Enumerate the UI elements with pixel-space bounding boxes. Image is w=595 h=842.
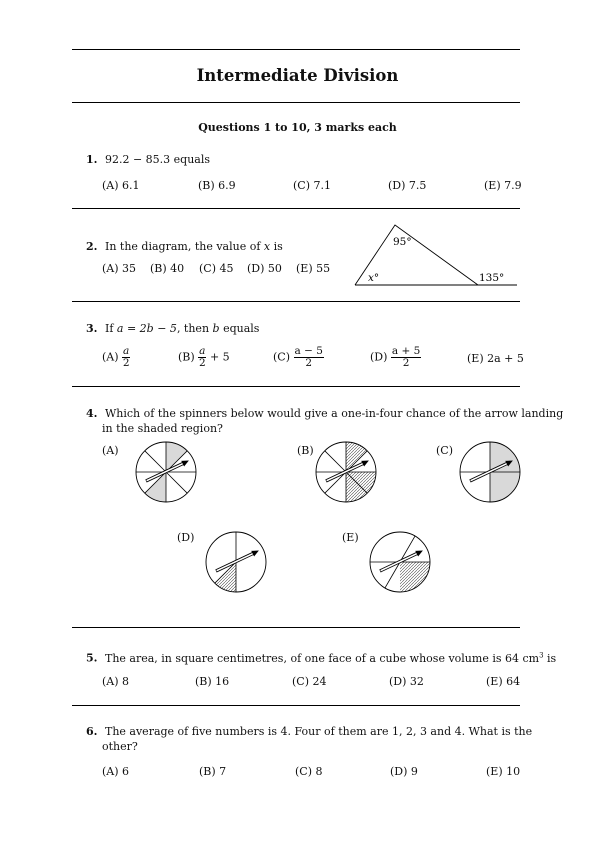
question-number: 3. — [86, 322, 98, 335]
question-text — [105, 652, 556, 665]
text-suffix: is — [270, 240, 283, 253]
question-6-line2: other? — [102, 740, 138, 753]
q5-option-d[interactable]: (D) 32 — [389, 675, 424, 688]
question-number: 2. — [86, 240, 98, 253]
q1-option-b[interactable]: (B) 6.9 — [198, 179, 236, 192]
text-prefix: If — [104, 322, 117, 335]
question-5 — [86, 651, 556, 665]
q6-option-e[interactable]: (E) 10 — [486, 765, 521, 778]
question-number: 1. — [86, 153, 98, 166]
spinner-label-d: (D) — [177, 531, 195, 544]
spinner-c — [460, 442, 520, 502]
q5-option-c[interactable]: (C) 24 — [292, 675, 327, 688]
angle-95: 95° — [393, 236, 412, 248]
spinner-a — [136, 442, 196, 502]
question-text: 92.2 − 85.3 equals — [104, 153, 211, 166]
spinner-b — [316, 442, 376, 502]
q2-option-e[interactable]: (E) 55 — [296, 262, 331, 275]
question-number: 5. — [86, 651, 98, 665]
spinner-e — [370, 532, 430, 592]
text-suffix: is — [543, 651, 557, 665]
text-mid: , then — [176, 322, 213, 335]
spinner-label-c: (C) — [436, 444, 453, 457]
q5-option-b[interactable]: (B) 16 — [195, 675, 230, 688]
divider — [72, 705, 520, 706]
text-suffix: equals — [219, 322, 260, 335]
denominator: 2 — [402, 357, 410, 370]
option-label: (D) — [370, 350, 388, 364]
text-prefix: In the diagram, the value of — [104, 240, 264, 253]
numerator: a − 5 — [294, 345, 323, 357]
numerator: a — [199, 345, 206, 357]
sector-divider — [166, 472, 187, 493]
sector-divider — [145, 451, 166, 472]
angle-x: x° — [368, 272, 380, 284]
spinner-label-b: (B) — [297, 444, 314, 457]
spinner-label-e: (E) — [342, 531, 359, 544]
q5-option-a[interactable]: (A) 8 — [102, 675, 130, 688]
q1-option-c[interactable]: (C) 7.1 — [293, 179, 331, 192]
q2-option-c[interactable]: (C) 45 — [199, 262, 234, 275]
option-label: (C) — [273, 350, 290, 364]
variable-x: x — [263, 240, 271, 253]
question-number: 6. — [86, 725, 98, 738]
variable-b: b — [212, 322, 220, 335]
question-4-line2: in the shaded region? — [102, 422, 223, 435]
option-tail: + 5 — [209, 350, 230, 364]
question-6 — [86, 725, 532, 738]
q2-option-d[interactable]: (D) 50 — [247, 262, 282, 275]
numerator: a — [123, 345, 130, 357]
question-text-line1: Which of the spinners below would give a one-in-four chance of the arrow landing — [104, 407, 564, 420]
q6-option-a[interactable]: (A) 6 — [102, 765, 130, 778]
q5-option-e[interactable]: (E) 64 — [486, 675, 521, 688]
question-number: 4. — [86, 407, 98, 420]
q1-option-d[interactable]: (D) 7.5 — [388, 179, 427, 192]
spinner-label-a: (A) — [102, 444, 119, 457]
question-text-line1: The average of five numbers is 4. Four of them are 1, 2, 3 and 4. What is the — [104, 725, 533, 738]
option-text: 2a + 5 — [487, 352, 524, 365]
q1-option-e[interactable]: (E) 7.9 — [484, 179, 522, 192]
option-label: (A) — [102, 350, 119, 364]
option-label: (B) — [178, 350, 195, 364]
denominator: 2 — [198, 357, 206, 370]
numerator: a + 5 — [391, 345, 421, 357]
text-main: The area, in square centimetres, of one face of a cube whose volume is 64 cm — [104, 651, 540, 665]
q6-option-d[interactable]: (D) 9 — [390, 765, 418, 778]
q1-option-a[interactable]: (A) 6.1 — [102, 179, 140, 192]
section-heading: Questions 1 to 10, 3 marks each — [198, 121, 397, 134]
q2-option-b[interactable]: (B) 40 — [150, 262, 185, 275]
page-title: Intermediate Division — [196, 66, 399, 85]
q6-option-c[interactable]: (C) 8 — [295, 765, 323, 778]
sector-divider — [325, 451, 346, 472]
q6-option-b[interactable]: (B) 7 — [199, 765, 227, 778]
superscript: 3 — [539, 651, 544, 659]
divider — [72, 627, 520, 628]
equation: a = 2b − 5 — [116, 322, 177, 335]
denominator: 2 — [305, 357, 313, 370]
spinner-d — [206, 532, 266, 592]
option-label: (E) — [467, 352, 484, 365]
denominator: 2 — [122, 357, 130, 370]
angle-135: 135° — [479, 272, 505, 284]
q2-option-a[interactable]: (A) 35 — [102, 262, 137, 275]
